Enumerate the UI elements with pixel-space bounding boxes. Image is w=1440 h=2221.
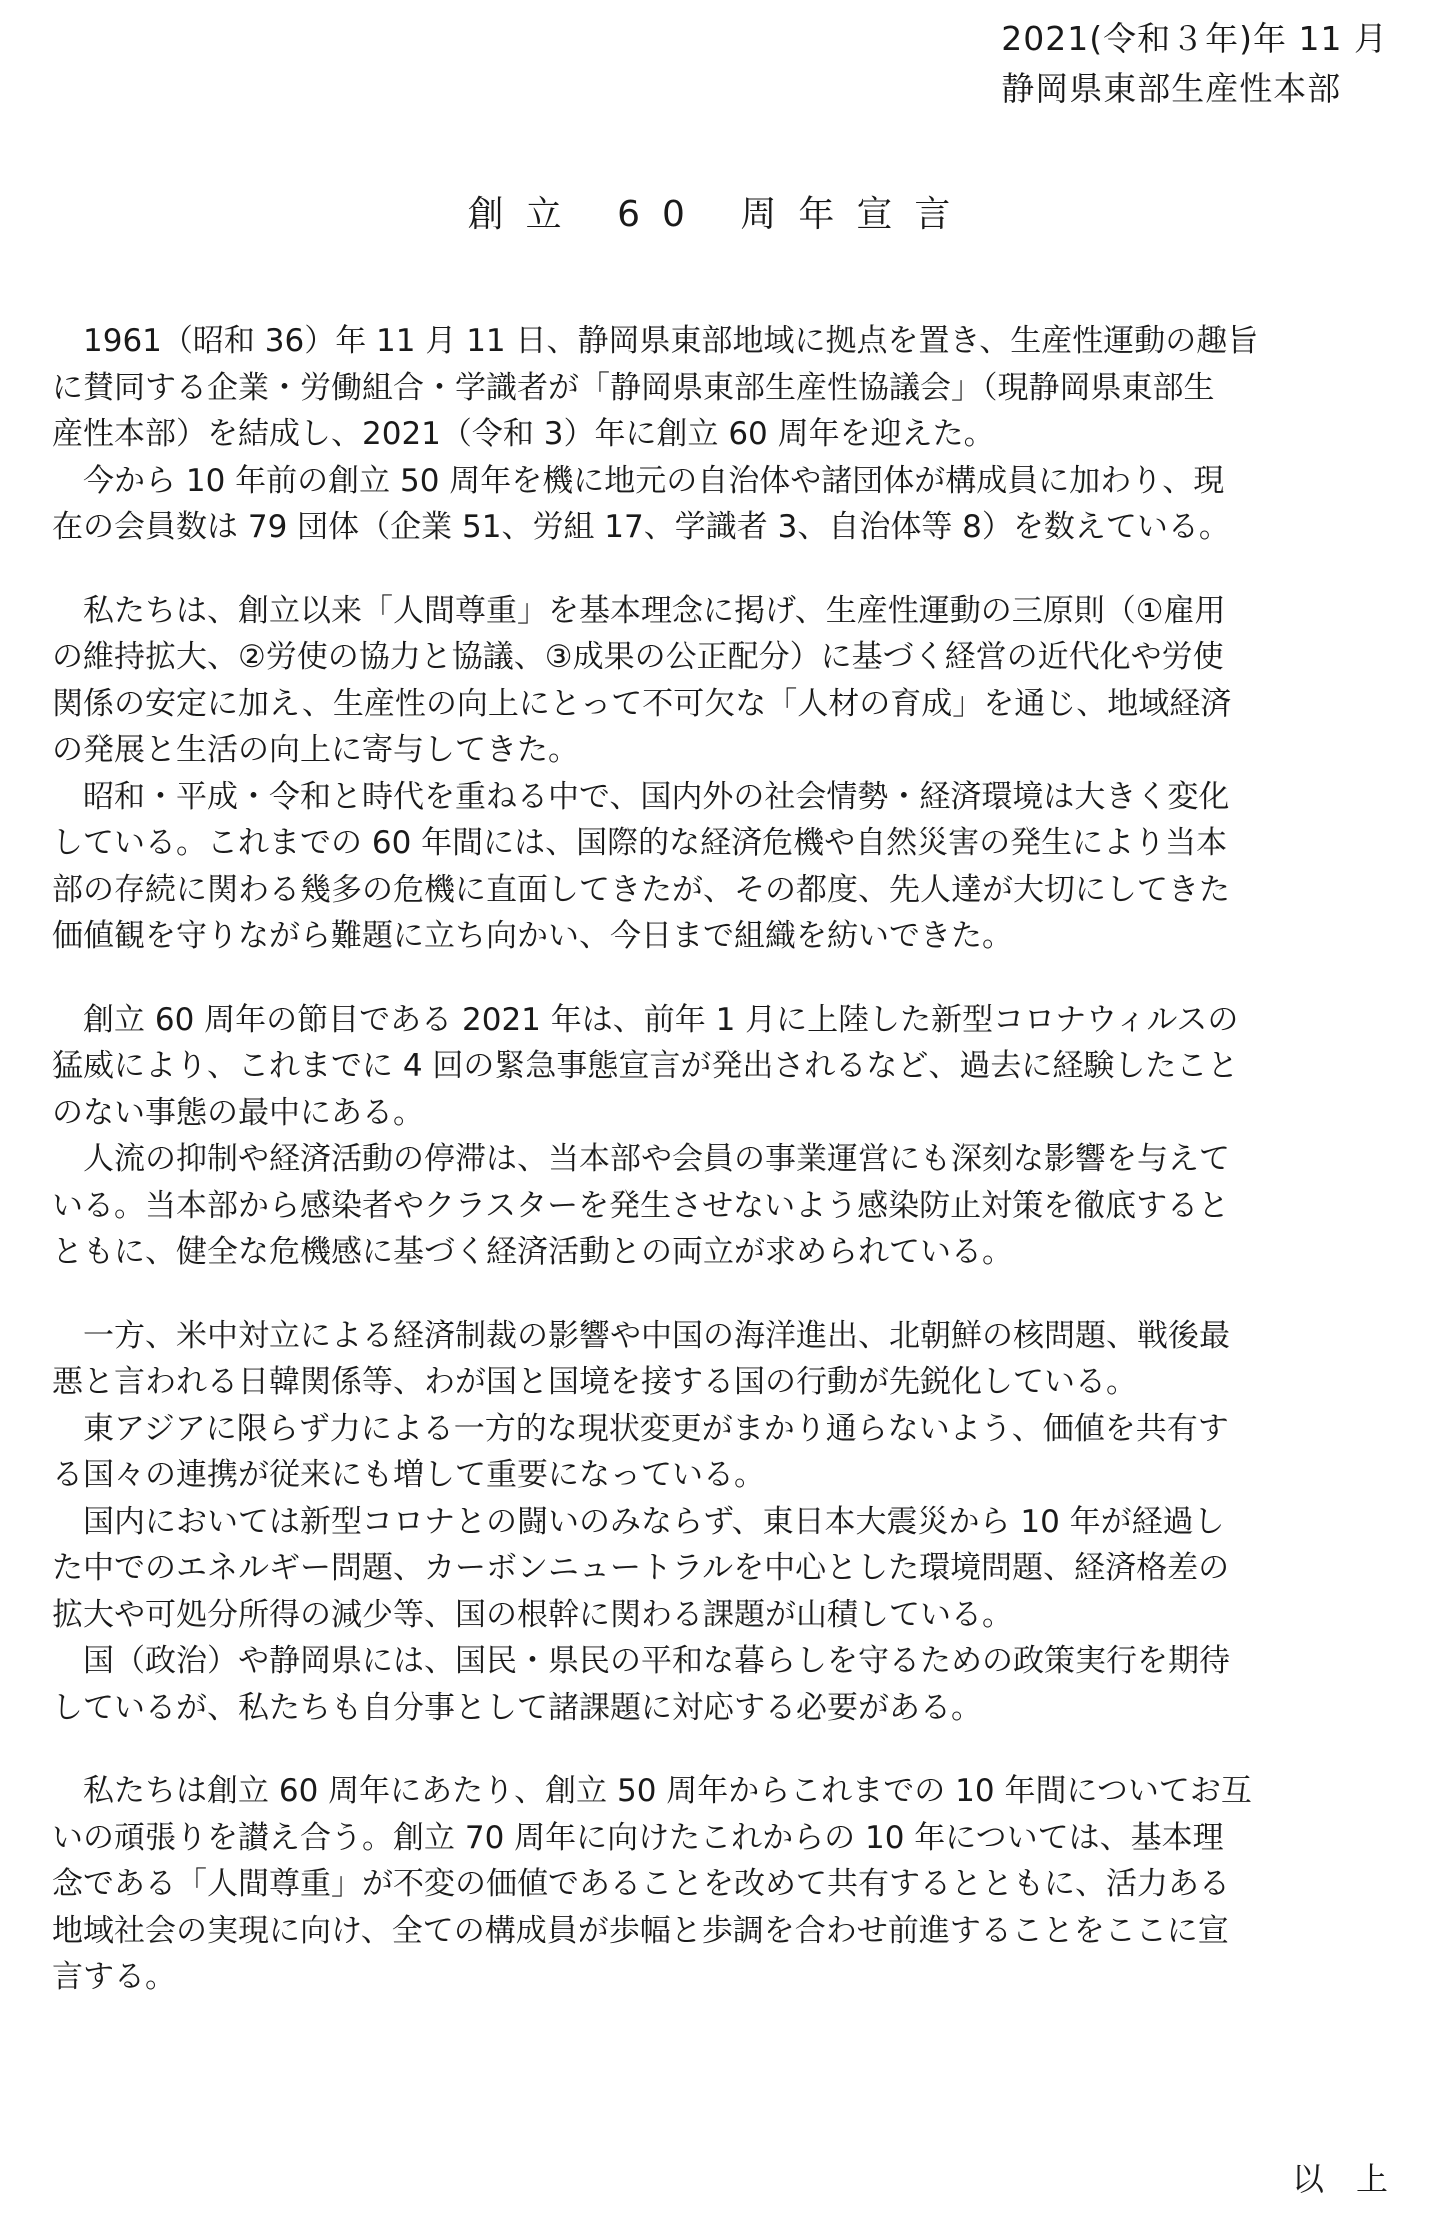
section-covid (52, 997, 1387, 1276)
paragraph: 私たちは創立 60 周年にあたり、創立 50 周年からこれまでの 10 年間についてお互 いの頑張りを讃え合う。創立 70 周年に向けたこれからの 10 年については、基本理 念である「人間尊重」が不変の価値であることを改めて共有するとともに、活力ある 地域社会の実現に向け、全ての構成員が歩幅と歩調を合わせ前進することをここに宣 言する。 (52, 1773, 1252, 1995)
paragraph: 人流の抑制や経済活動の停滞は、当本部や会員の事業運営にも深刻な影響を与えて いる。当本部から感染者やクラスターを発生させないよう感染防止対策を徹底すると ともに、健全な危機感に基づく経済活動との両立が求められている。 (52, 1141, 1230, 1270)
declaration-body (52, 318, 1387, 2038)
section-declaration (52, 1768, 1387, 2001)
document-header (1001, 14, 1388, 114)
section-principles (52, 588, 1387, 960)
paragraph: 東アジアに限らず力による一方的な現状変更がまかり通らないよう、価値を共有す る国々の連携が従来にも増して重要になっている。 (52, 1410, 1229, 1493)
paragraph: 創立 60 周年の節目である 2021 年は、前年 1 月に上陸した新型コロナウィルスの 猛威により、これまでに 4 回の緊急事態宣言が発出されるなど、過去に経験したこと のない事態の最中にある。 (52, 1001, 1239, 1131)
paragraph: 一方、米中対立による経済制裁の影響や中国の海洋進出、北朝鮮の核問題、戦後最 悪と言われる日韓関係等、わが国と国境を接する国の行動が先鋭化している。 (52, 1317, 1230, 1400)
document-title: 創立 60 周年宣言 (467, 194, 973, 235)
paragraph: 1961（昭和 36）年 11 月 11 日、静岡県東部地域に拠点を置き、生産性運動の趣旨 に賛同する企業・労働組合・学識者が「静岡県東部生産性協議会」（現静岡県東部生 産性本部）を結成し、2021（令和 3）年に創立 60 周年を迎えた。 (52, 323, 1259, 452)
paragraph: 今から 10 年前の創立 50 周年を機に地元の自治体や諸団体が構成員に加わり、現 在の会員数は 79 団体（企業 51、労組 17、学識者 3、自治体等 8）を数えている。 (52, 462, 1230, 545)
paragraph: 私たちは、創立以来「人間尊重」を基本理念に掲げ、生産性運動の三原則（①雇用 の維持拡大、②労使の協力と協議、③成果の公正配分）に基づく経営の近代化や労使 関係の安定に加え、生産性の向上にとって不可欠な「人材の育成」を通じ、地域経済 の発展と生活の向上に寄与してきた。 (52, 592, 1232, 768)
section-international (52, 1313, 1387, 1732)
issuing-organization: 静岡県東部生産性本部 (1001, 69, 1342, 108)
paragraph: 昭和・平成・令和と時代を重ねる中で、国内外の社会情勢・経済環境は大きく変化 している。これまでの 60 年間には、国際的な経済危機や自然災害の発生により当本 部の存続に関わる幾多の危機に直面してきたが、その都度、先人達が大切にしてきた 価値観を守りながら難題に立ち向かい、今日まで組織を紡いできた。 (52, 778, 1230, 954)
paragraph: 国内においては新型コロナとの闘いのみならず、東日本大震災から 10 年が経過し た中でのエネルギー問題、カーボンニュートラルを中心とした環境問題、経済格差の 拡大や可処分所得の減少等、国の根幹に関わる課題が山積している。 (52, 1503, 1230, 1633)
paragraph: 国（政治）や静岡県には、国民・県民の平和な暮らしを守るための政策実行を期待 しているが、私たちも自分事として諸課題に対応する必要がある。 (52, 1643, 1230, 1726)
section-founding-history (52, 318, 1387, 551)
closing-mark: 以 上 (1291, 2160, 1388, 2198)
issue-date: 2021(令和３年)年 11 月 (1001, 19, 1388, 58)
